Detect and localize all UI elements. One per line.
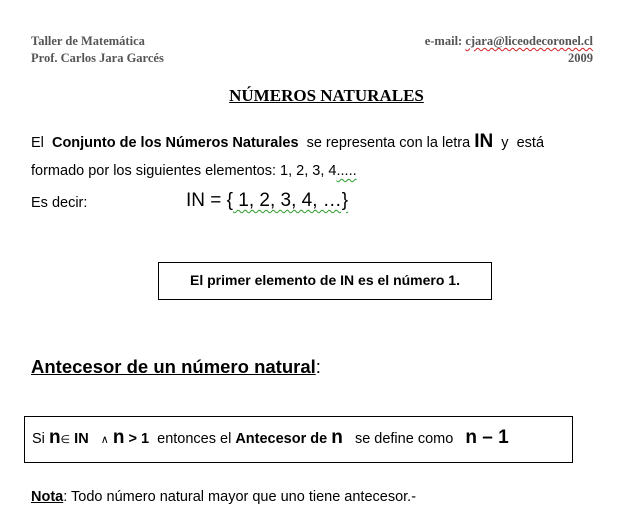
nota-line	[31, 489, 416, 505]
es-decir-label: Es decir:	[31, 195, 88, 211]
header-professor: Prof. Carlos Jara Garcés	[31, 51, 164, 65]
intro-bold-term: Conjunto de los Números Naturales	[51, 135, 299, 151]
first-element-text: El primer elemento de IN es el número 1.	[190, 272, 460, 288]
intro-text: se representa con la letra	[306, 135, 471, 151]
intro-text: y	[501, 135, 509, 151]
antecesor-definition	[32, 427, 509, 449]
def-text: entonces el	[157, 431, 232, 447]
naturals-symbol: IN	[74, 431, 89, 447]
intro-line-1	[31, 131, 544, 153]
intro-text: El	[31, 135, 44, 151]
email-label: e-mail:	[424, 34, 463, 48]
section-heading	[31, 356, 321, 378]
section-heading-text: Antecesor de un número natural	[31, 356, 316, 377]
logical-and-symbol: ∧	[100, 434, 109, 446]
antecesor-result: n – 1	[465, 427, 509, 448]
def-text: Si	[32, 431, 45, 447]
variable-n: n	[112, 427, 125, 448]
page-title: NÚMEROS NATURALES	[229, 86, 424, 105]
intro-line-2	[31, 163, 357, 179]
def-bold-term: Antecesor de	[235, 431, 328, 447]
nota-label: Nota	[31, 489, 64, 505]
def-text: se define como	[354, 431, 454, 447]
header-year: 2009	[568, 51, 593, 65]
ellipsis-dots: .....	[336, 163, 357, 179]
set-elements: 1, 2, 3, 4, …}	[233, 190, 349, 211]
set-notation	[186, 190, 348, 212]
antecesor-definition-box	[24, 416, 573, 463]
set-open: IN = {	[186, 190, 233, 211]
first-element-box	[158, 262, 492, 300]
variable-n: n	[48, 427, 61, 448]
header-course: Taller de Matemática	[31, 34, 145, 48]
email-address[interactable]: cjara@liceodecoronel.cl	[465, 34, 593, 48]
variable-n: n	[331, 427, 343, 448]
nota-text: : Todo número natural mayor que uno tiene antecesor.-	[63, 489, 417, 505]
greater-than-one: > 1	[128, 431, 150, 447]
intro-text: formado por los siguientes elementos: 1, 2, 3, 4	[31, 163, 337, 179]
intro-text: está	[516, 135, 545, 151]
section-heading-colon: :	[315, 356, 321, 377]
element-of-symbol: ∈	[60, 434, 71, 446]
header-email	[425, 34, 593, 49]
naturals-symbol: IN	[474, 131, 494, 152]
